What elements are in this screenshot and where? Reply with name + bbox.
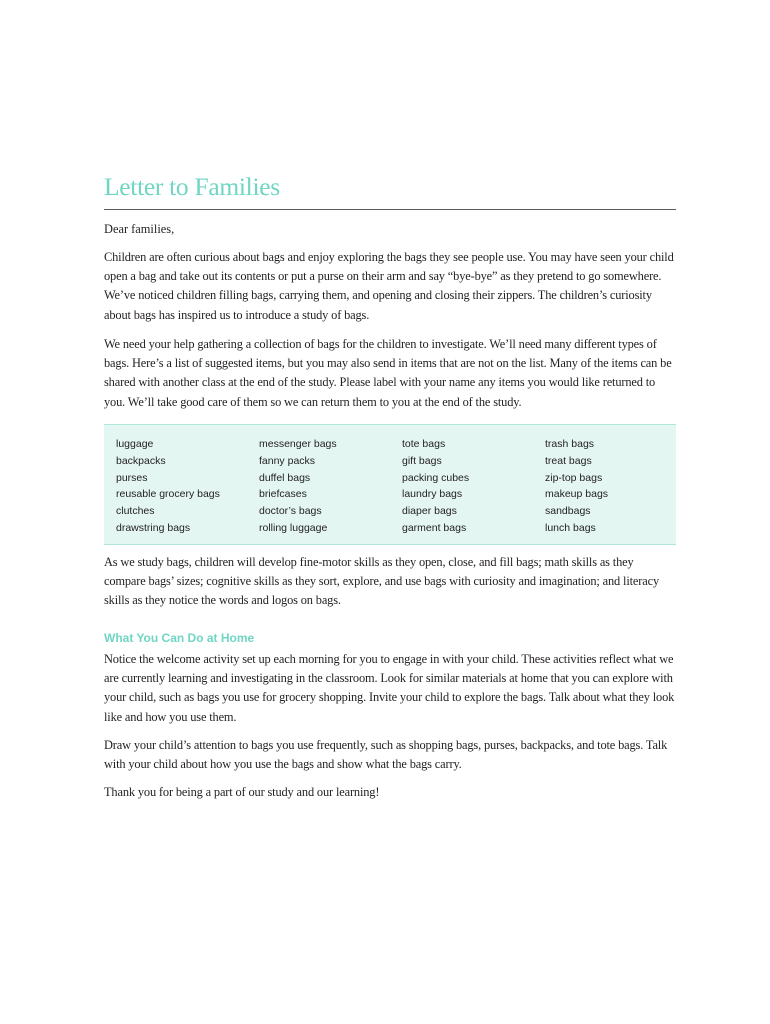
intro-paragraph: Children are often curious about bags and enjoy exploring the bags they see people use. You may have seen your child open a bag and take out its contents or put a purse on their arm and say “bye-bye” as they pretend to go somewhere. We’ve noticed children filling bags, carrying them, and opening and closing their zippers. The children’s curiosity about bags has inspired us to introduce a study of bags. bbox=[104, 250, 674, 322]
list-item: purses bbox=[116, 471, 148, 484]
salutation: Dear families, bbox=[104, 222, 175, 236]
title-divider bbox=[104, 209, 676, 210]
list-item: doctor’s bags bbox=[259, 505, 322, 518]
list-item: zip-top bags bbox=[545, 471, 603, 484]
bag-list-column bbox=[402, 436, 469, 537]
list-item: diaper bags bbox=[402, 505, 457, 518]
bag-list-column bbox=[116, 436, 220, 537]
list-item: duffel bags bbox=[259, 471, 311, 484]
closing-paragraph: Thank you for being a part of our study and our learning! bbox=[104, 785, 380, 799]
home-activity-paragraph: Notice the welcome activity set up each morning for you to engage in with your child. These activities reflect what we are currently learning and investigating in the classroom. Look for similar materials at home that you can explore with your child, such as bags you use for grocery shopping. Invite your child to explore the bags. Talk about what they look like and how you use them. bbox=[104, 652, 675, 724]
page-title: Letter to Families bbox=[104, 172, 280, 201]
list-item: trash bags bbox=[545, 438, 595, 450]
list-item: garment bags bbox=[402, 521, 467, 534]
bag-list-box bbox=[104, 424, 676, 545]
list-item: reusable grocery bags bbox=[116, 488, 220, 501]
list-item: makeup bags bbox=[545, 488, 609, 501]
list-item: backpacks bbox=[116, 454, 166, 467]
list-item: gift bags bbox=[402, 454, 442, 467]
request-paragraph: We need your help gathering a collection of bags for the children to investigate. We’ll need many different types of bags. Here’s a list of suggested items, but you may also send in items that are not on the list. Many of the items can be shared with another class at the end of the study. Please label with your name any items you would like returned to you. We’ll take good care of them so we can return them to you at the end of the study. bbox=[104, 337, 672, 409]
list-item: tote bags bbox=[402, 438, 446, 450]
attention-paragraph: Draw your child’s attention to bags you use frequently, such as shopping bags, purses, backpacks, and tote bags. Talk with your child about how you use the bags and show what the bags carry. bbox=[104, 738, 668, 772]
list-item: messenger bags bbox=[259, 438, 337, 450]
bag-list-column bbox=[259, 436, 337, 537]
list-item: laundry bags bbox=[402, 488, 463, 501]
list-item: rolling luggage bbox=[259, 521, 328, 534]
list-item: treat bags bbox=[545, 454, 592, 467]
skills-paragraph: As we study bags, children will develop fine-motor skills as they open, close, and fill bags; math skills as they compare bags’ sizes; cognitive skills as they sort, explore, and use bags with curiosity and imagination; and literacy skills as they notice the words and logos on bags. bbox=[104, 555, 659, 608]
list-item: drawstring bags bbox=[116, 521, 191, 534]
list-item: fanny packs bbox=[259, 454, 316, 467]
list-item: lunch bags bbox=[545, 521, 596, 534]
list-item: luggage bbox=[116, 438, 154, 450]
section-heading: What You Can Do at Home bbox=[104, 631, 255, 645]
list-item: sandbags bbox=[545, 505, 591, 518]
bag-list-column bbox=[545, 436, 608, 537]
list-item: clutches bbox=[116, 505, 155, 518]
list-item: packing cubes bbox=[402, 471, 470, 484]
list-item: briefcases bbox=[259, 488, 307, 501]
